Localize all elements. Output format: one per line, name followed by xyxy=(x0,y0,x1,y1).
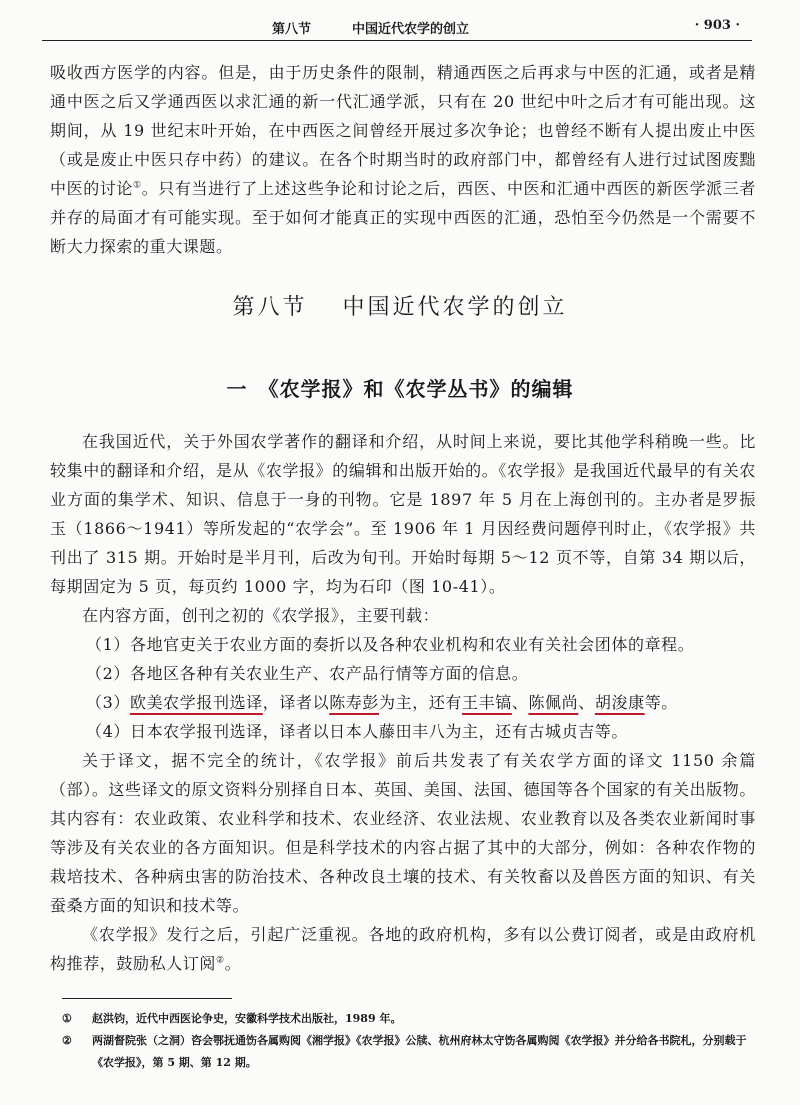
underlined-name: 陈佩尚 xyxy=(528,693,579,712)
main-body xyxy=(50,427,756,978)
header-section: 第八节 xyxy=(272,22,312,37)
list-item-3 xyxy=(50,688,756,717)
intro-text: 吸收西方医学的内容。但是，由于历史条件的限制，精通西医之后再求与中医的汇通，或者是精通中医之后又学通西医以求汇通的新一代汇通学派，只有在 20 世纪中叶之后才有可能出现。这期间，从 19 世纪末叶开始，在中西医之间曾经开展过多次争论；也曾经不断有人提出废止中医（或是废止中医只存中药）的建议。在各个时期当时的政府部门中，都曾经有人进行过试图废黜中医的讨论 xyxy=(50,63,756,198)
text-fragment: 等。 xyxy=(644,693,678,712)
paragraph-3: 关于译文，据不完全的统计，《农学报》前后共发表了有关农学方面的译文 1150 余篇（部）。这些译文的原文资料分别择自日本、英国、美国、法国、德国等各个国家的有关出版物。其内容有：农业政策、农业科学和技术、农业经济、农业法规、农业教育以及各类农业新闻时事等涉及有关农业的各方面知识。但是科学技术的内容占据了其中的大部分，例如：各种农作物的栽培技术、各种病虫害的防治技术、各种改良土壤的技术、有关牧畜以及兽医方面的知识、有关蚕桑方面的知识和技术等。 xyxy=(50,751,756,915)
underlined-name: 胡浚康 xyxy=(594,693,645,712)
page-number: · 903 · xyxy=(694,18,740,33)
paragraph-4 xyxy=(50,920,756,978)
list-item-1: （1）各地官吏关于农业方面的奏折以及各种农业机构和农业有关社会团体的章程。 xyxy=(86,635,695,654)
underlined-name: 王丰镐 xyxy=(462,693,512,712)
footnote-text: 赵洪钧，近代中西医论争史，安徽科学技术出版社，1989 年。 xyxy=(92,1012,402,1025)
footnote-text: 两湖督院张（之洞）咨会鄂抚通饬各属购阅《湘学报》《农学报》公牍、杭州府林太守饬各属购阅《农学报》并分给各书院札，分别载于《农学报》，第 5 期、第 12 期。 xyxy=(92,1034,747,1069)
footnote-ref-2: ② xyxy=(216,955,225,966)
text-fragment: 为主，还有 xyxy=(379,693,463,712)
footnote-divider xyxy=(62,998,232,999)
paragraph-4-end: 。 xyxy=(224,954,242,973)
underlined-phrase: 欧美农学报刊选译 xyxy=(129,693,263,712)
footnote-mark: ① xyxy=(62,1012,72,1025)
header-title: 中国近代农学的创立 xyxy=(352,22,470,37)
list-item-2: （2）各地区各种有关农业生产、农产品行情等方面的信息。 xyxy=(86,664,529,683)
text-fragment: 、 xyxy=(511,693,529,712)
text-fragment: 、 xyxy=(578,693,595,712)
paragraph-1: 在我国近代，关于外国农学著作的翻译和介绍，从时间上来说，要比其他学科稍晚一些。比较集中的翻译和介绍，是从《农学报》的编辑和出版开始的。《农学报》是我国近代最早的有关农业方面的集学术、知识、信息于一身的刊物。它是 1897 年 5 月在上海创刊的。主办者是罗振玉（1866～1941）等所发起的“农学会”。至 1906 年 1 月因经费问题停刊时止，《农学报》共刊出了 315 期。开始时是半月刊，后改为旬刊。开始时每期 5～12 页不等，自第 34 期以后，每期固定为 5 页，每页约 1000 字，均为石印（图 10-41）。 xyxy=(50,432,756,596)
footnote-2 xyxy=(62,1030,752,1074)
paragraph-4-text: 《农学报》发行之后，引起广泛重视。各地的政府机构，多有以公费订阅者，或是由政府机构推荐，鼓励私人订阅 xyxy=(50,925,756,973)
intro-text-end: 。只有当进行了上述这些争论和讨论之后，西医、中医和汇通中西医的新医学派三者并存的局面才有可能实现。至于如何才能真正的实现中西医的汇通，恐怕至今仍然是一个需要不断大力探索的重大课题。 xyxy=(50,179,756,256)
list-item-4: （4）日本农学报刊选译，译者以日本人藤田丰八为主，还有古城贞吉等。 xyxy=(86,722,628,741)
intro-paragraph xyxy=(50,58,756,261)
footnote-1 xyxy=(62,1008,752,1030)
paragraph-2: 在内容方面，创刊之初的《农学报》，主要刊载： xyxy=(82,606,440,625)
section-title: 第八节 中国近代农学的创立 xyxy=(232,295,568,320)
text-fragment: ，译者以 xyxy=(262,693,330,712)
footnote-mark: ② xyxy=(62,1034,72,1047)
footnote-ref-1: ① xyxy=(133,180,142,191)
subsection-title: 一 《农学报》和《农学丛书》的编辑 xyxy=(226,377,574,401)
running-header xyxy=(42,14,752,41)
underlined-name: 陈寿彭 xyxy=(329,693,380,712)
footnotes xyxy=(62,1008,752,1074)
list-item-3-num: （3） xyxy=(86,693,130,712)
